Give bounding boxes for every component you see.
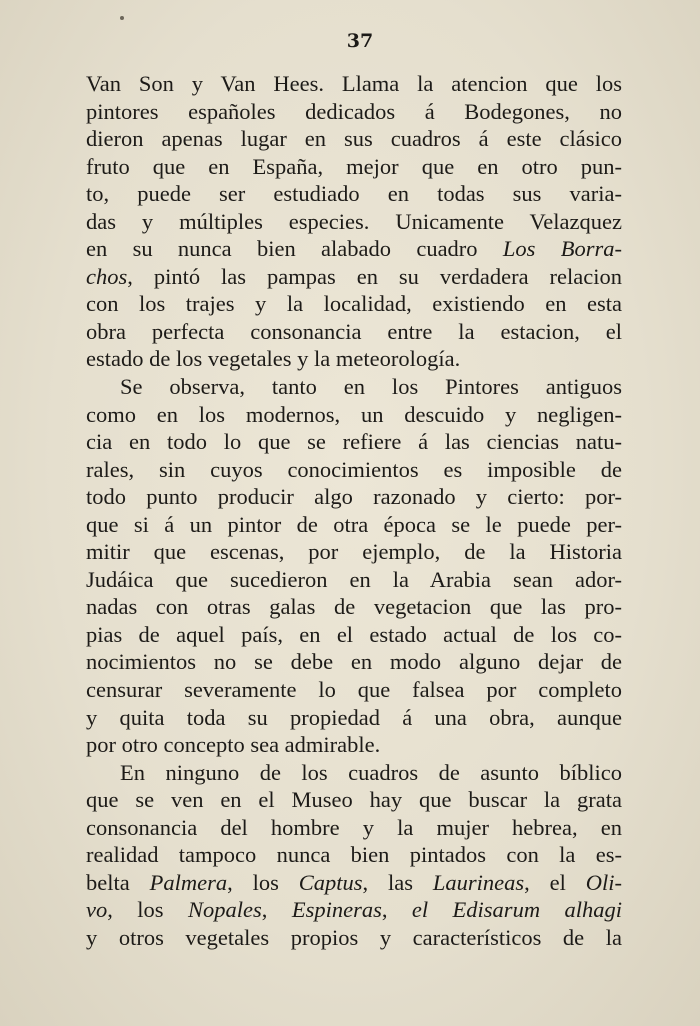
text-line xyxy=(86,704,622,732)
text-run: , los xyxy=(227,869,299,895)
text-run: nadas con otras galas de vegetacion que las pro- xyxy=(86,594,622,620)
page-number: 37 xyxy=(346,30,374,52)
text-run: y quita toda su propiedad á una obra, aunque xyxy=(86,704,622,730)
text-run: censurar severamente lo que falsea por completo xyxy=(86,677,622,703)
text-line xyxy=(86,70,622,98)
text-run: realidad tampoco nunca bien pintados con la es- xyxy=(86,842,622,868)
text-line xyxy=(86,483,622,511)
text-line xyxy=(86,869,622,897)
text-run: , xyxy=(261,897,292,923)
ink-speck xyxy=(120,16,124,20)
text-line xyxy=(86,401,622,429)
text-run: Se observa, tanto en los Pintores antiguos xyxy=(120,374,622,400)
text-run: en su nunca bien alabado cuadro xyxy=(86,236,503,262)
text-run: mitir que escenas, por ejemplo, de la Historia xyxy=(86,539,622,565)
italic-term: Captus xyxy=(298,869,363,895)
text-line xyxy=(86,676,622,704)
text-run: to, puede ser estudiado en todas sus varia- xyxy=(86,181,622,207)
text-run: , el xyxy=(524,869,586,895)
paragraph xyxy=(86,759,622,952)
text-run: por otro concepto sea admirable. xyxy=(86,732,381,758)
text-line xyxy=(86,290,622,318)
text-line xyxy=(86,208,622,236)
italic-term: chos xyxy=(86,263,128,289)
text-run: En ninguno de los cuadros de asunto bíblico xyxy=(120,759,622,785)
text-run: Judáica que sucedieron en la Arabia sean ador- xyxy=(86,566,622,592)
text-line xyxy=(86,263,622,291)
text-run: todo punto producir algo razonado y cierto: por- xyxy=(86,484,622,510)
text-line xyxy=(86,593,622,621)
text-line xyxy=(86,759,622,787)
text-run: , las xyxy=(362,869,433,895)
italic-term: Laurineas xyxy=(432,869,525,895)
text-run: cia en todo lo que se refiere á las ciencias natu- xyxy=(86,429,622,455)
text-line xyxy=(86,538,622,566)
text-run: que se ven en el Museo hay que buscar la grata xyxy=(86,787,622,813)
text-run: nocimientos no se debe en modo alguno dejar de xyxy=(86,649,622,675)
italic-term: vo xyxy=(86,897,108,923)
text-line xyxy=(86,345,622,373)
paragraph xyxy=(86,373,622,759)
text-line xyxy=(86,731,622,759)
italic-term: Nopales xyxy=(188,897,262,923)
text-line xyxy=(86,621,622,649)
text-line xyxy=(86,511,622,539)
body-text xyxy=(86,70,622,952)
text-run: Van Son y Van Hees. Llama la atencion que los xyxy=(86,71,622,96)
text-run: con los trajes y la localidad, existiendo en esta xyxy=(86,291,622,317)
text-run: obra perfecta consonancia entre la estacion, el xyxy=(86,318,622,344)
text-run: das y múltiples especies. Unicamente Velazquez xyxy=(86,208,622,234)
text-run: dieron apenas lugar en sus cuadros á este clásico xyxy=(86,126,622,152)
text-run: , los xyxy=(107,897,188,923)
italic-term: Los Borra- xyxy=(502,236,622,262)
italic-term: Espineras xyxy=(291,897,382,923)
text-run: y otros vegetales propios y característicos de la xyxy=(86,924,622,950)
text-run: pias de aquel país, en el estado actual de los co- xyxy=(86,621,622,647)
italic-term: el Edisarum alhagi xyxy=(411,897,623,923)
text-line xyxy=(86,896,622,924)
text-run: rales, sin cuyos conocimientos es imposible de xyxy=(86,456,622,482)
text-line xyxy=(86,318,622,346)
italic-term: Oli- xyxy=(585,869,622,895)
text-run: pintores españoles dedicados á Bodegones, no xyxy=(86,98,622,124)
text-line xyxy=(86,648,622,676)
text-line xyxy=(86,125,622,153)
text-line xyxy=(86,566,622,594)
text-line xyxy=(86,373,622,401)
text-run: belta xyxy=(86,869,150,895)
text-run: fruto que en España, mejor que en otro pun- xyxy=(86,153,622,179)
text-run: , xyxy=(381,897,412,923)
text-run: consonancia del hombre y la mujer hebrea, en xyxy=(86,814,622,840)
text-line xyxy=(86,841,622,869)
text-line xyxy=(86,180,622,208)
text-line xyxy=(86,98,622,126)
text-line xyxy=(86,456,622,484)
text-line xyxy=(86,786,622,814)
paragraph xyxy=(86,70,622,373)
text-run: estado de los vegetales y la meteorología. xyxy=(86,346,461,372)
text-run: que si á un pintor de otra época se le puede per- xyxy=(86,511,622,537)
text-run: como en los modernos, un descuido y negligen- xyxy=(86,401,622,427)
text-line xyxy=(86,428,622,456)
text-line xyxy=(86,924,622,952)
text-line xyxy=(86,235,622,263)
italic-term: Palmera xyxy=(149,869,228,895)
text-line xyxy=(86,814,622,842)
text-run: , pintó las pampas en su verdadera relacion xyxy=(127,263,622,289)
text-line xyxy=(86,153,622,181)
